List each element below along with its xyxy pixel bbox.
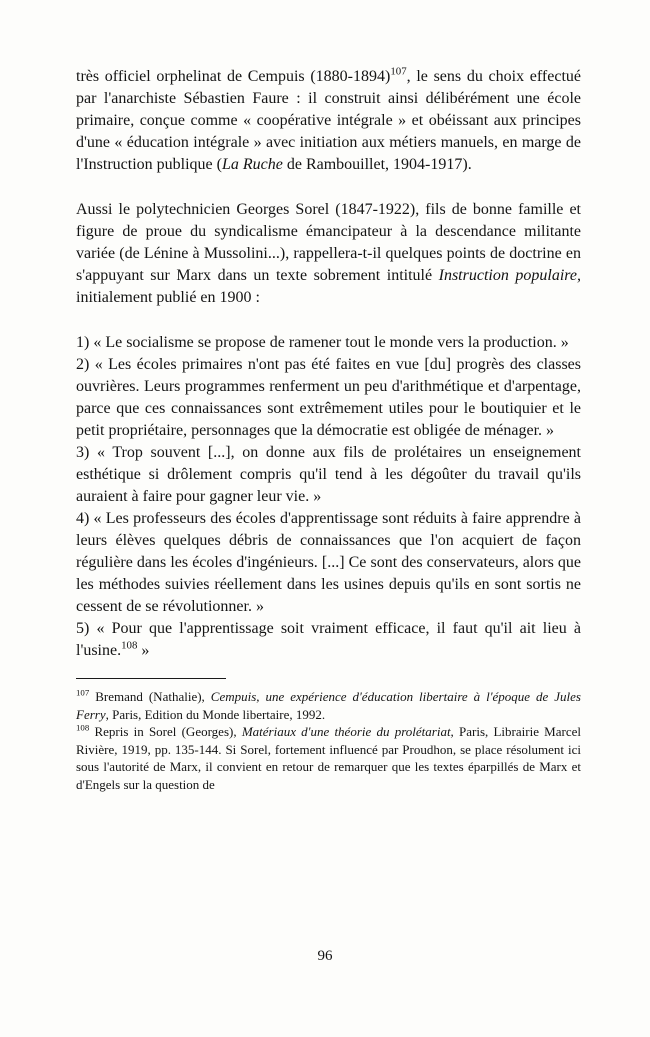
text-run: 4) « Les professeurs des écoles d'apprentissage sont réduits à faire apprendre à leurs élèves quelques débris de connaissances que l'on acquiert de façon régulière dans les écoles d'ingénieurs. [...] Ce sont des conservateurs, alors que les méthodes suivies réellement dans les usines depuis qu'ils en sont sortis ne cessent de se révolutionner. » [76, 510, 581, 615]
footnote-ref: 107 [76, 687, 90, 698]
text-run: 2) « Les écoles primaires n'ont pas été faites en vue [du] progrès des classes ouvrières. Leurs programmes renferment un peu d'arithmétique et d'arpentage, parce que ces connaissances sont extrêmement utiles pour le boutiquier et le petit propriétaire, personnages que la démocratie est obligée de ménager. » [76, 356, 581, 439]
footnote-separator [76, 678, 226, 679]
paragraph-georges-sorel [76, 199, 581, 309]
page-number: 96 [317, 948, 333, 964]
quote-item-4 [76, 508, 581, 618]
text-run: 5) « Pour que l'apprentissage soit vraiment efficace, il faut qu'il ait lieu à l'usine. [76, 620, 581, 659]
text-run: initialement publié en 1900 : [76, 289, 260, 306]
footnote-107 [76, 688, 581, 723]
text-run: 1) « Le socialisme se propose de ramener tout le monde vers la production. » [76, 334, 569, 351]
footnote-section [76, 678, 581, 793]
text-run: 3) « Trop souvent [...], on donne aux fils de prolétaires un enseignement esthétique si drôlement compris qu'il tend à les dégoûter du travail qu'ils auraient à faire pour gagner leur vie. » [76, 444, 581, 505]
text-run: Cempuis, une expérience d'éducation libertaire à l'époque de Jules Ferry [76, 689, 581, 722]
quote-item-2 [76, 354, 581, 442]
text-run: Bremand (Nathalie), [89, 689, 211, 704]
text-run: Repris in Sorel (Georges), [89, 724, 242, 739]
text-run: de Rambouillet, 1904-1917). [282, 156, 472, 173]
text-run: La Ruche [221, 156, 283, 173]
quote-item-1 [76, 332, 581, 354]
quote-item-3 [76, 442, 581, 508]
text-run: , le sens du choix effectué par l'anarchiste Sébastien Faure : il construit ainsi délibérément une école primaire, conçue comme « coopérative intégrale » et obéissant aux principes d'une « éducation intégrale » avec initiation aux métiers manuels, en marge de l'Instruction publique ( [76, 68, 581, 173]
footnote-108 [76, 723, 581, 793]
text-run: Matériaux d'une théorie du prolétariat, [241, 724, 454, 739]
quote-item-5 [76, 618, 581, 662]
text-run: » [137, 642, 150, 659]
footnote-ref: 107 [390, 65, 407, 78]
text-run: , Paris, Edition du Monde libertaire, 1992. [105, 706, 326, 722]
body-text [76, 66, 581, 662]
text-run: Paris, Librairie Marcel Rivière, 1919, pp. 135-144. Si Sorel, fortement influencé par Proudhon, se place résolument ici sous l'autorité de Marx, il convient en retour de remarquer que les textes éparpillés de Marx et d'Engels sur la question de [76, 724, 581, 792]
footnote-ref: 108 [121, 639, 138, 652]
paragraph-orphelinat-cempuis [76, 66, 581, 176]
text-run: Aussi le polytechnicien Georges Sorel (1847-1922), fils de bonne famille et figure de proue du syndicalisme émancipateur à la descendance militante variée (de Lénine à Mussolini...), rappellera-t-il quelques points de doctrine en s'appuyant sur Marx dans un texte sobrement intitulé [76, 201, 581, 284]
footnote-ref: 108 [76, 722, 90, 733]
text-run: très officiel orphelinat de Cempuis (1880-1894) [76, 68, 391, 85]
text-run: Instruction populaire, [438, 267, 581, 284]
